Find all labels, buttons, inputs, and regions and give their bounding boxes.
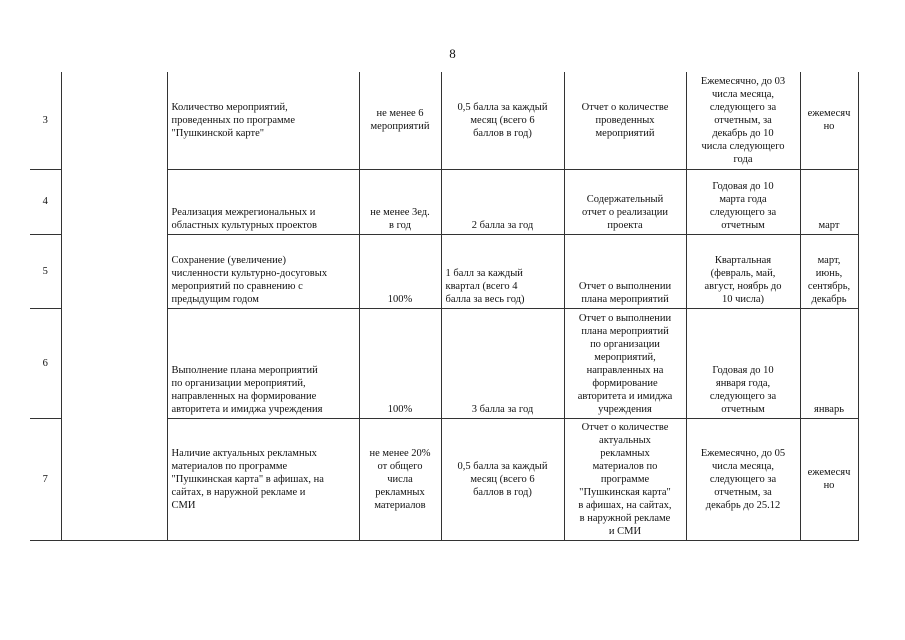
- period-cell: март: [800, 169, 858, 234]
- deadline-cell: Ежемесячно, до 03 числа месяца, следующего за отчетным, за декабрь до 10 числа следующего года: [686, 72, 800, 169]
- deadline-cell: Ежемесячно, до 05 числа месяца, следующего за отчетным, за декабрь до 25.12: [686, 418, 800, 540]
- target-cell: не менее 6 мероприятий: [359, 72, 441, 169]
- deadline-cell: Квартальная (февраль, май, август, ноябрь до 10 числа): [686, 234, 800, 308]
- target-cell: не менее 3ед. в год: [359, 169, 441, 234]
- report-cell: Отчет о выполнении плана мероприятий: [564, 234, 686, 308]
- table-row: [30, 72, 858, 169]
- score-cell: 0,5 балла за каждый месяц (всего 6 баллов в год): [441, 418, 564, 540]
- row-number: 4: [30, 169, 61, 234]
- indicator-cell: Выполнение плана мероприятий по организации мероприятий, направленных на формирование авторитета и имиджа учреждения: [167, 308, 359, 418]
- indicator-cell: Количество мероприятий, проведенных по программе "Пушкинской карте": [167, 72, 359, 169]
- score-cell: 2 балла за год: [441, 169, 564, 234]
- report-cell: Отчет о выполнении плана мероприятий по организации мероприятий, направленных на формирование авторитета и имиджа учреждения: [564, 308, 686, 418]
- page-number: 8: [449, 46, 456, 61]
- period-cell: ежемесяч но: [800, 72, 858, 169]
- indicator-cell: Сохранение (увеличение) численности культурно-досуговых мероприятий по сравнению с предыдущим годом: [167, 234, 359, 308]
- score-cell: 3 балла за год: [441, 308, 564, 418]
- target-cell: 100%: [359, 308, 441, 418]
- category-cell: [61, 72, 167, 540]
- report-cell: Отчет о количестве проведенных мероприятий: [564, 72, 686, 169]
- indicator-cell: Реализация межрегиональных и областных культурных проектов: [167, 169, 359, 234]
- target-cell: не менее 20% от общего числа рекламных материалов: [359, 418, 441, 540]
- row-number: 7: [30, 418, 61, 540]
- report-cell: Содержательный отчет о реализации проекта: [564, 169, 686, 234]
- row-number: 3: [30, 72, 61, 169]
- score-cell: 1 балл за каждый квартал (всего 4 балла за весь год): [441, 234, 564, 308]
- period-cell: ежемесяч но: [800, 418, 858, 540]
- row-number: 5: [30, 234, 61, 308]
- report-cell: Отчет о количестве актуальных рекламных материалов по программе "Пушкинская карта" в афишах, на сайтах, в наружной рекламе и СМИ: [564, 418, 686, 540]
- criteria-table: [30, 72, 859, 541]
- row-number: 6: [30, 308, 61, 418]
- period-cell: январь: [800, 308, 858, 418]
- score-cell: 0,5 балла за каждый месяц (всего 6 баллов в год): [441, 72, 564, 169]
- deadline-cell: Годовая до 10 января года, следующего за отчетным: [686, 308, 800, 418]
- indicator-cell: Наличие актуальных рекламных материалов по программе "Пушкинская карта" в афишах, на сайтах, в наружной рекламе и СМИ: [167, 418, 359, 540]
- period-cell: март, июнь, сентябрь, декабрь: [800, 234, 858, 308]
- target-cell: 100%: [359, 234, 441, 308]
- deadline-cell: Годовая до 10 марта года следующего за отчетным: [686, 169, 800, 234]
